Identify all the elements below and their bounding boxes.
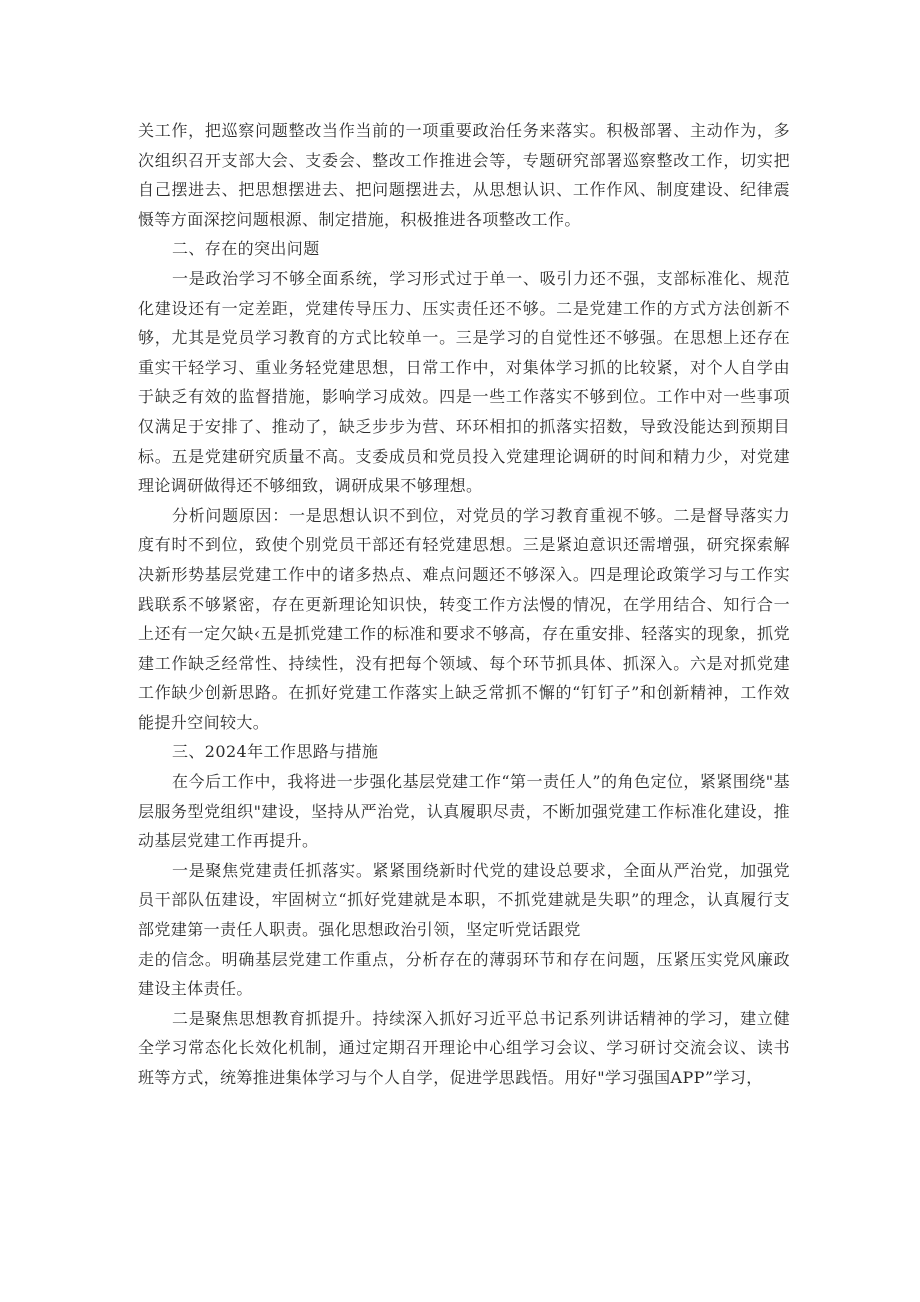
paragraph-plans-intro: 在今后工作中，我将进一步强化基层党建工作“第一责任人”的角色定位，紧紧围绕"基层服务型党组织"建设，坚持从严治党，认真履职尽责，不断加强党建工作标准化建设，推动基层党建工作再提升。 [138,772,790,851]
paragraph-causes: 分析问题原因：一是思想认识不到位，对党员的学习教育重视不够。二是督导落实力度有时不到位，致使个别党员干部还有轻党建思想。三是紧迫意识还需增强，研究探索解决新形势基层党建工作中的诸多热点、难点问题还不够深入。四是理论政策学习与工作实践联系不够紧密，存在更新理论知识快，转变工作方法慢的情况，在学用结合、知行合一上还有一定欠缺‹五是抓党建工作的标准和要求不够高，存在重安排、轻落实的现象，抓党建工作缺乏经常性、持续性，没有把每个领域、每个环节抓具体、抓深入。六是对抓党建工作缺少创新思路。在抓好党建工作落实上缺乏常抓不懈的“钉钉子”和创新精神，工作效能提升空间较大。 [138,505,790,732]
paragraph-continuation: 关工作，把巡察问题整改当作当前的一项重要政治任务来落实。积极部署、主动作为，多次组织召开支部大会、支委会、整改工作推进会等，专题研究部署巡察整改工作，切实把自己摆进去、把思想摆进去、把问题摆进去，从思想认识、工作作风、制度建设、纪律震慑等方面深挖问题根源、制定措施，积极推进各项整改工作。 [138,121,790,229]
paragraph-measure-two: 二是聚焦思想教育抓提升。持续深入抓好习近平总书记系列讲话精神的学习，建立健全学习常态化长效化机制，通过定期召开理论中心组学习会议、学习研讨交流会议、读书班等方式，统筹推进集体学习与个人自学，促进学思践悟。用好"学习强国APP”学习， [138,1008,790,1087]
paragraph-measure-one: 一是聚焦党建责任抓落实。紧紧围绕新时代党的建设总要求，全面从严治党，加强党员干部队伍建设，牢固树立“抓好党建就是本职，不抓党建就是失职”的理念，认真履行支部党建第一责任人职责。强化思想政治引领，坚定听党话跟党 [138,860,790,940]
document-page [138,116,790,1093]
section-heading-problems: 二、存在的突出问题 [172,239,320,259]
paragraph-problems: 一是政治学习不够全面系统，学习形式过于单一、吸引力还不强，支部标准化、规范化建设还有一定差距，党建传导压力、压实责任还不够。二是党建工作的方式方法创新不够，尤其是党员学习教育的方式比较单一。三是学习的自觉性还不够强。在思想上还存在重实干轻学习、重业务轻党建思想，日常工作中，对集体学习抓的比较紧，对个人自学由于缺乏有效的监督措施，影响学习成效。四是一些工作落实不够到位。工作中对一些事项仅满足于安排了、推动了，缺乏步步为营、环环相扣的抓落实招数，导致没能达到预期目标。五是党建研究质量不高。支委成员和党员投入党建理论调研的时间和精力少，对党建理论调研做得还不够细致，调研成果不够理想。 [138,268,790,496]
paragraph-measure-one-continued: 走的信念。明确基层党建工作重点，分析存在的薄弱环节和存在问题，压紧压实党风廉政建设主体责任。 [138,949,790,999]
section-heading-plans: 三、2024年工作思路与措施 [172,742,379,762]
